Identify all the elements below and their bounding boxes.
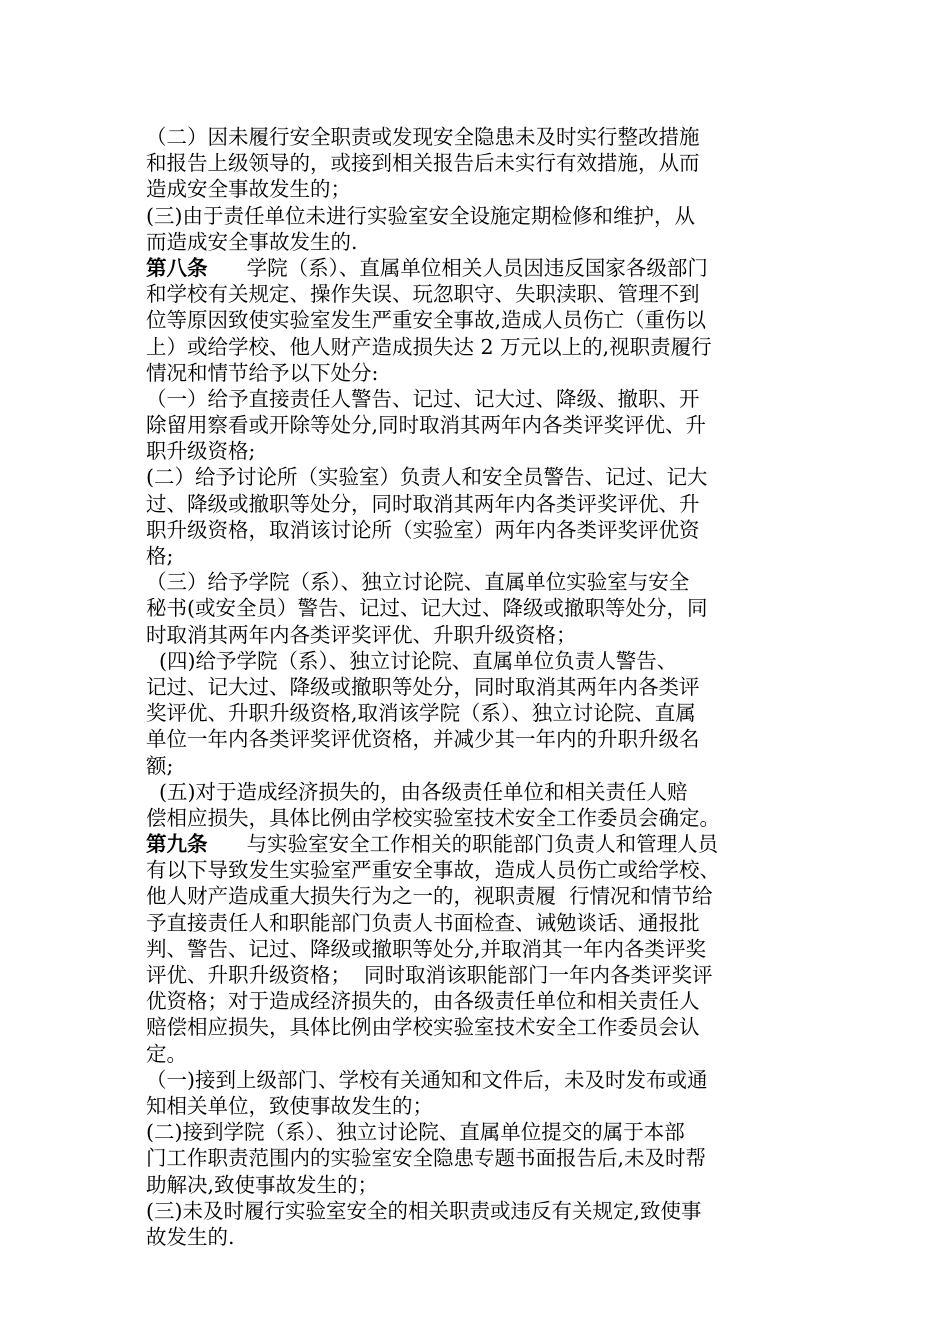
text-line: 奖评优、升职升级资格,取消该学院（系）、独立讨论院、直属 <box>146 701 696 726</box>
text-line: 职升级资格; <box>146 439 256 464</box>
text-line: 有以下导致发生实验室严重安全事故，造成人员伤亡或给学校、 <box>146 858 720 883</box>
text-line: 和报告上级领导的，或接到相关报告后未实行有效措施，从而 <box>146 151 700 176</box>
text-line: 造成安全事故发生的； <box>146 177 351 202</box>
text-line: 职升级资格，取消该讨论所（实验室）两年内各类评奖评优资 <box>146 517 700 542</box>
text-line: 位等原因致使实验室发生严重安全事故,造成人员伤亡（重伤以 <box>146 308 707 333</box>
text-line: 助解决,致使事故发生的； <box>146 1172 379 1197</box>
article-9-first-line <box>146 831 810 857</box>
text-line: 偿相应损失，具体比例由学校实验室技术安全工作委员会确定。 <box>146 805 720 830</box>
text-line: （一）给予直接责任人警告、记过、记大过、降级、撤职、开 <box>146 386 700 411</box>
text-line: (四)给予学院（系）、独立讨论院、直属单位负责人警告、 <box>146 648 678 673</box>
text-line: 他人财产造成重大损失行为之一的，视职责履 行情况和情节给 <box>146 884 713 909</box>
text-line: 过、降级或撤职等处分，同时取消其两年内各类评奖评优、升 <box>146 491 700 516</box>
text-line: 判、警告、记过、降级或撤职等处分,并取消其一年内各类评奖 <box>146 936 707 961</box>
text-line: 格; <box>146 544 174 568</box>
text-line: 上）或给学校、他人财产造成损失达 2 万元以上的,视职责履行 <box>146 334 712 359</box>
text-line: (三)未及时履行实验室安全的相关职责或违反有关规定,致使事 <box>146 1198 702 1223</box>
text-line: 记过、记大过、降级或撤职等处分，同时取消其两年内各类评 <box>146 674 700 699</box>
text-line: 予直接责任人和职能部门负责人书面检查、诫勉谈话、通报批 <box>146 910 700 935</box>
text-line: 定。 <box>146 1041 187 1066</box>
article-8-heading: 第八条 <box>146 255 208 280</box>
text-line: 单位一年内各类评奖评优资格，并减少其一年内的升职升级名 <box>146 727 700 752</box>
text-line: 与实验室安全工作相关的职能部门负责人和管理人员 <box>246 832 719 857</box>
text-line: 知相关单位，致使事故发生的； <box>146 1093 433 1118</box>
text-line: 评优、升职升级资格； 同时取消该职能部门一年内各类评奖评 <box>146 963 713 987</box>
text-line: 和学校有关规定、操作失误、玩忽职守、失职渎职、管理不到 <box>146 282 700 307</box>
text-line: (三)由于责任单位未进行实验室安全设施定期检修和维护，从 <box>146 203 695 228</box>
text-line: 情况和情节给予以下处分: <box>146 360 379 385</box>
text-line: 额; <box>146 753 174 778</box>
text-line: 除留用察看或开除等处分,同时取消其两年内各类评奖评优、升 <box>146 413 707 438</box>
text-line: 赔偿相应损失，具体比例由学校实验室技术安全工作委员会认 <box>146 1015 700 1040</box>
text-line: (二)接到学院（系）、独立讨论院、直属单位提交的属于本部 <box>146 1120 685 1145</box>
text-line: （三）给予学院（系）、独立讨论院、直属单位实验室与安全 <box>146 570 690 595</box>
article-8-first-line <box>146 255 810 281</box>
text-line: 而造成安全事故发生的. <box>146 229 358 254</box>
text-line: 学院（系）、直属单位相关人员因违反国家各级部门 <box>246 255 708 280</box>
text-line: 时取消其两年内各类评奖评优、升职升级资格； <box>146 622 577 647</box>
text-line: 优资格；对于造成经济损失的，由各级责任单位和相关责任人 <box>146 989 700 1014</box>
text-line: 秘书(或安全员）警告、记过、记大过、降级或撤职等处分，同 <box>146 596 708 621</box>
document-body <box>146 124 810 1250</box>
text-line: 门工作职责范围内的实验室安全隐患专题书面报告后,未及时帮 <box>146 1146 707 1171</box>
text-line: 故发生的. <box>146 1224 235 1249</box>
article-9-heading: 第九条 <box>146 832 208 857</box>
text-line: (五)对于造成经济损失的，由各级责任单位和相关责任人赔 <box>146 779 688 804</box>
text-line: （二）因未履行安全职责或发现安全隐患未及时实行整改措施 <box>146 125 700 149</box>
text-line: （一)接到上级部门、学校有关通知和文件后，未及时发布或通 <box>146 1067 708 1092</box>
text-line: (二）给予讨论所（实验室）负责人和安全员警告、记过、记大 <box>146 465 708 490</box>
